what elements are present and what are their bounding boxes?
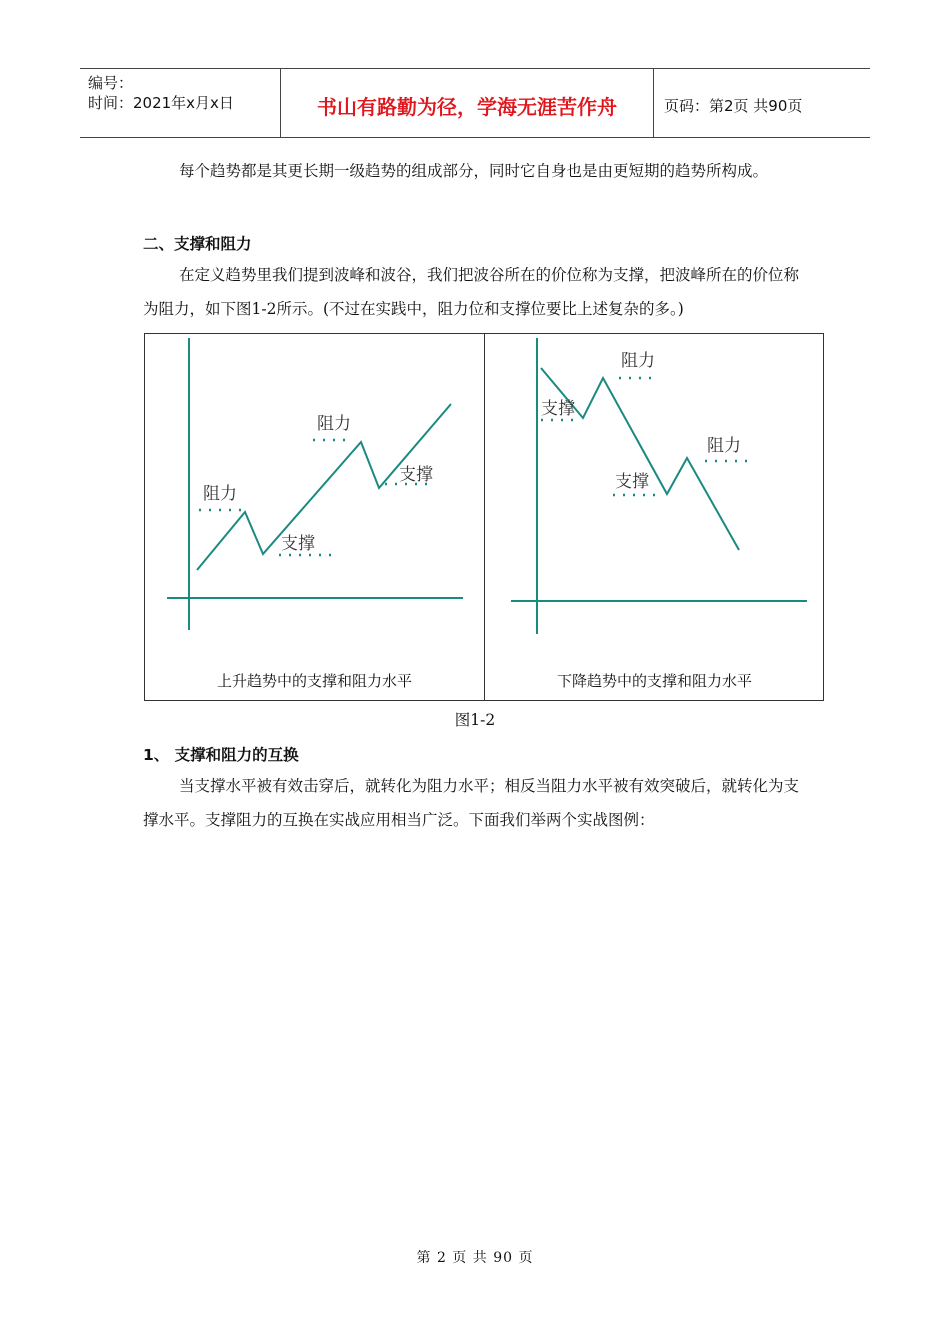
downtrend-support-label-2: 支撑 [615,472,649,492]
page-footer: 第 2 页 共 90 页 [416,1250,534,1266]
downtrend-caption: 下降趋势中的支撑和阻力水平 [556,672,752,690]
uptrend-support-label-1: 支撑 [281,534,315,554]
uptrend-caption: 上升趋势中的支撑和阻力水平 [216,672,412,690]
downtrend-resistance-label-1: 阻力 [621,351,655,371]
paragraph-1: 每个趋势都是其更长期一级趋势的组成部分，同时它自身也是由更短期的趋势所构成。 [179,162,769,180]
header-page-label: 页码：第2页 共90页 [664,96,803,115]
downtrend-diagram [485,334,824,702]
downtrend-support-label-1: 支撑 [541,399,575,419]
paragraph-2: 在定义趋势里我们提到波峰和波谷，我们把波谷所在的价位称为支撑，把波峰所在的价位称为阻力，如下图1-2所示。(不过在实践中，阻力位和支撑位要比上述复杂的多。) [143,266,800,318]
uptrend-resistance-label-2: 阻力 [317,414,351,434]
figure-1-2 [144,333,824,701]
figure-label: 图1-2 [454,711,496,729]
uptrend-resistance-label-1: 阻力 [203,484,237,504]
uptrend-diagram [145,334,484,702]
page-header [80,68,870,138]
section-2-title: 二、支撑和阻力 [143,235,252,253]
downtrend-price-line [541,368,739,550]
number-label: 编号： [88,74,134,92]
header-motto: 书山有路勤为径，学海无涯苦作舟 [280,69,654,137]
uptrend-support-label-2: 支撑 [399,465,433,485]
paragraph-3: 当支撑水平被有效击穿后，就转化为阻力水平；相反当阻力水平被有效突破后，就转化为支撑水平。支撑阻力的互换在实战应用相当广泛。下面我们举两个实战图例： [143,777,800,829]
date-label: 时间：2021年x月x日 [88,94,234,112]
subsection-1-title: 1、 支撑和阻力的互换 [143,746,299,764]
header-meta [80,69,280,137]
downtrend-resistance-label-2: 阻力 [707,436,741,456]
